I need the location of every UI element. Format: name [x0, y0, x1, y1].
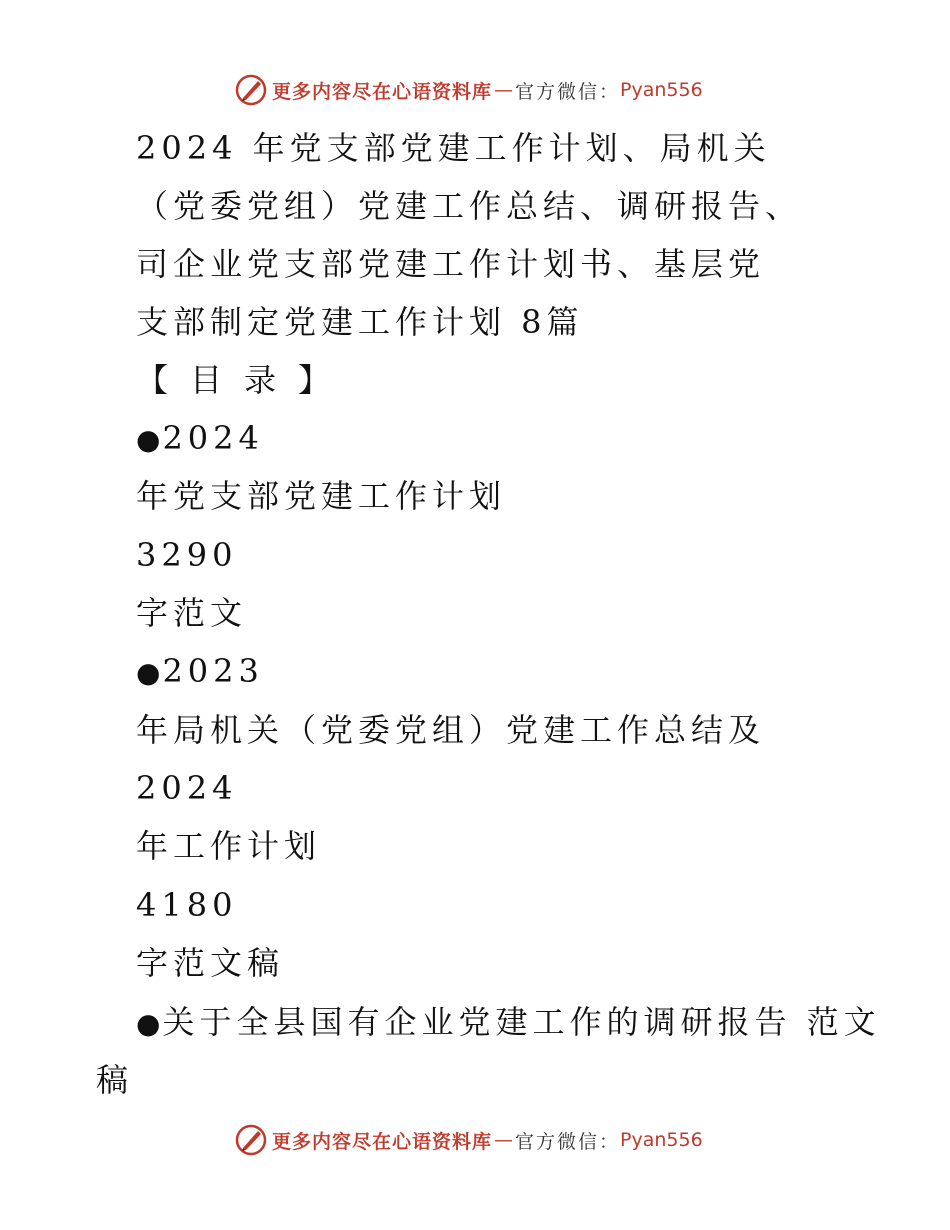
toc-item-3-title: 关于全县国有企业党建工作的调研报告 范文 [162, 1003, 881, 1041]
watermark-label: 官方微信： [515, 80, 621, 103]
quill-pen-logo-icon [234, 73, 268, 107]
toc-item-2-year: 2023 [162, 652, 264, 690]
watermark-brand: 更多内容尽在心语资料库 [272, 80, 493, 103]
watermark-footer [234, 1122, 703, 1158]
toc-item-1-line-2: 年党支部党建工作计划 [136, 477, 507, 515]
watermark-header [234, 72, 703, 108]
toc-item-3-line-2: 稿 [96, 1061, 134, 1099]
watermark-id: Pyan556 [620, 79, 703, 101]
quill-pen-logo-icon [234, 1123, 268, 1157]
watermark-brand: 更多内容尽在心语资料库 [272, 1130, 493, 1153]
title-line-2: （党委党组）党建工作总结、调研报告、 [136, 187, 803, 225]
bullet-icon: ● [136, 656, 161, 689]
toc-item-2-line-4: 年工作计划 [136, 827, 322, 865]
toc-item-2-line-3: 2024 [136, 769, 238, 807]
bullet-icon: ● [136, 423, 161, 456]
toc-item-1-line-3: 3290 [136, 536, 238, 574]
title-line-1: 2024 年党支部党建工作计划、局机关 [136, 129, 771, 167]
toc-item-1-line-1 [136, 418, 264, 460]
toc-header: 【目录】 [136, 361, 353, 399]
title-line-3: 司企业党支部党建工作计划书、基层党 [136, 245, 766, 283]
watermark-id: Pyan556 [620, 1129, 703, 1151]
toc-item-3-line-1 [136, 1002, 881, 1044]
toc-item-2-line-6: 字范文稿 [136, 944, 285, 982]
toc-item-2-line-5: 4180 [136, 886, 238, 924]
toc-item-1-year: 2024 [162, 419, 264, 457]
toc-item-2-line-1 [136, 651, 264, 693]
watermark-dash: — [494, 79, 514, 101]
toc-item-2-line-2: 年局机关（党委党组）党建工作总结及 [136, 711, 766, 749]
bullet-icon: ● [136, 1007, 161, 1040]
title-line-4: 支部制定党建工作计划 8篇 [136, 303, 584, 341]
toc-item-1-line-4: 字范文 [136, 594, 248, 632]
watermark-label: 官方微信： [515, 1130, 621, 1153]
watermark-dash: — [494, 1129, 514, 1151]
